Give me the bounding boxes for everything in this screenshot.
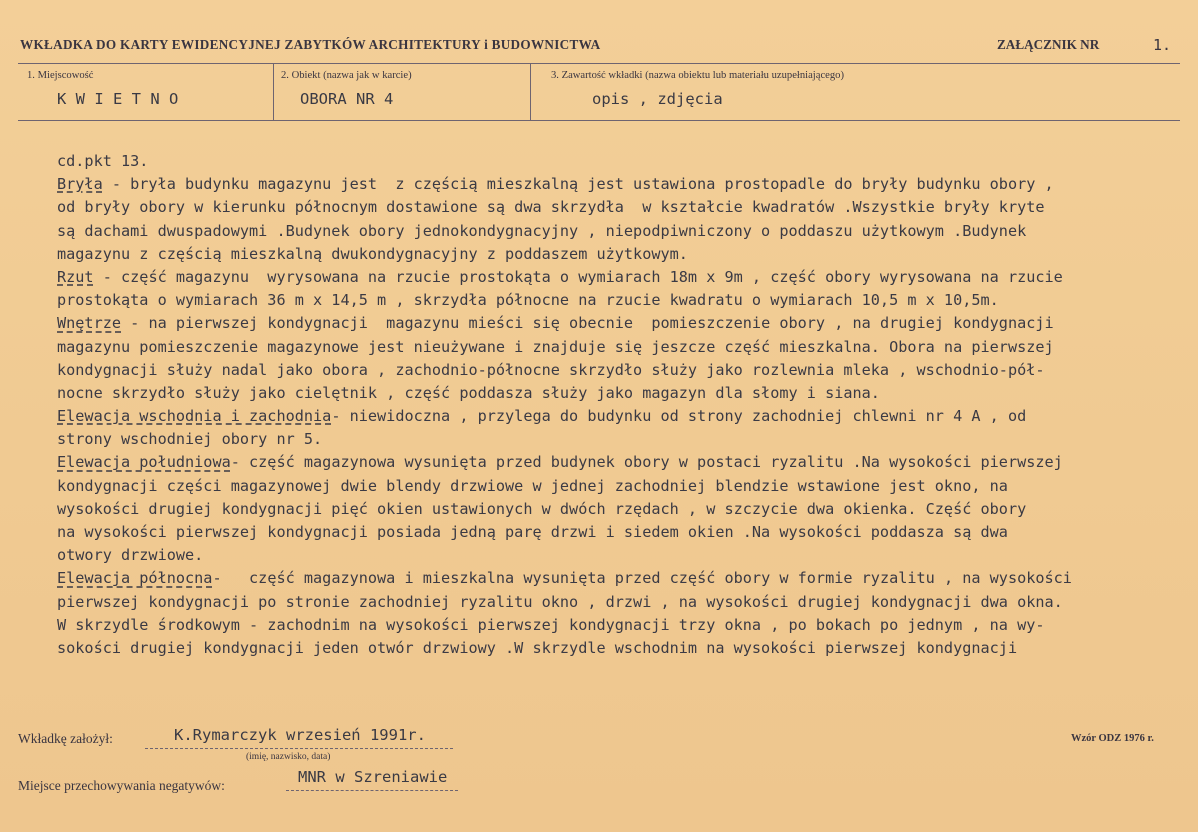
description-line <box>57 591 1177 614</box>
description-line-text: - na pierwszej kondygnacji magazynu mieści się obecnie pomieszczenie obory , na drugiej kondygnacji <box>121 314 1054 333</box>
description-line-text: strony wschodniej obory nr 5. <box>57 430 323 449</box>
field-divider-2 <box>530 63 531 121</box>
description-line <box>57 521 1177 544</box>
description-line <box>57 637 1177 660</box>
description-line-text: na wysokości pierwszej kondygnacji posiada jedną parę drzwi i siedem okien .Na wysokości poddasza są dwa <box>57 523 1008 541</box>
description-line-text: cd.pkt 13. <box>57 152 149 170</box>
description-line-text: W skrzydle środkowym - zachodnim na wysokości pierwszej kondygnacji trzy okna , po bokach po jednym , na wy- <box>57 615 1045 634</box>
description-line-text: - część magazynowa wysunięta przed budynek obory w postaci ryzalitu .Na wysokości pierwszej <box>230 453 1063 472</box>
description-line <box>57 150 1177 173</box>
description-line-text: otwory drzwiowe. <box>57 546 204 565</box>
description-line <box>57 614 1177 637</box>
description-line-text: kondygnacji części magazynowej dwie blendy drzwiowe w jednej zachodniej blendzie wstawione jest okno, na <box>57 476 1008 495</box>
field-divider-1 <box>273 63 274 121</box>
object-label: 2. Obiekt (nazwa jak w karcie) <box>281 70 412 81</box>
description-line-text: magazynu pomieszczenie magazynowe jest nieużywane i znajduje się jeszcze część mieszkalna. Obora na pierwszej <box>57 337 1054 356</box>
description-line <box>57 498 1177 521</box>
locality-label: 1. Miejscowość <box>27 70 94 81</box>
form-title: WKŁADKA DO KARTY EWIDENCYJNEJ ZABYTKÓW ARCHITEKTURY i BUDOWNICTWA <box>20 37 601 52</box>
description-line-text: - niewidoczna , przylega do budynku od strony zachodniej chlewni nr 4 A , od <box>331 407 1027 426</box>
header-rule <box>18 63 1180 64</box>
section-heading: Elewacja północna <box>57 569 213 588</box>
description-line <box>57 336 1177 359</box>
locality-value: K W I E T N O <box>57 90 179 108</box>
description-line <box>57 359 1177 382</box>
description-line <box>57 289 1177 312</box>
description-line-text: - bryła budynku magazynu jest z częścią mieszkalną jest ustawiona prostopadle do bryły budynku obory , <box>102 175 1054 194</box>
description-line <box>57 312 1177 335</box>
section-heading: Rzut <box>57 267 94 286</box>
annex-number: 1. <box>1153 36 1172 54</box>
description-line <box>57 220 1177 243</box>
description-line <box>57 567 1177 590</box>
description-line <box>57 544 1177 567</box>
founded-value: K.Rymarczyk wrzesień 1991r. <box>174 726 426 744</box>
description-line-text: wysokości drugiej kondygnacji pięć okien ustawionych w dwóch rzędach , w szczycie dwa okienka. Część obory <box>57 499 1027 518</box>
description-text <box>57 150 1177 660</box>
description-line <box>57 266 1177 289</box>
storage-value: MNR w Szreniawie <box>298 768 448 786</box>
founded-hint: (imię, nazwisko, data) <box>246 752 331 762</box>
fields-bottom-rule <box>18 120 1180 121</box>
description-line-text: prostokąta o wymiarach 36 m x 14,5 m , skrzydła północne na rzucie kwadratu o wymiarach 10,5 m x 10,5m. <box>57 291 999 310</box>
section-heading: Elewacja wschodnia i zachodnia <box>57 407 332 426</box>
section-heading: Wnętrze <box>57 314 122 333</box>
description-line <box>57 405 1177 428</box>
description-line-text: pierwszej kondygnacji po stronie zachodniej ryzalitu okno , drzwi , na wysokości drugiej kondygnacji dwa okna. <box>57 592 1063 611</box>
annex-label: ZAŁĄCZNIK NR <box>997 37 1100 52</box>
description-line-text: - część magazynu wyrysowana na rzucie prostokąta o wymiarach 18m x 9m , część obory wyrysowana na rzucie <box>93 267 1063 286</box>
description-line-text: sokości drugiej kondygnacji jeden otwór drzwiowy .W skrzydle wschodnim na wysokości pierwszej kondygnacji <box>57 638 1018 657</box>
founded-label: Wkładkę założył: <box>18 731 113 746</box>
storage-label: Miejsce przechowywania negatywów: <box>18 778 225 793</box>
pattern-label: Wzór ODZ 1976 r. <box>1071 733 1154 744</box>
description-line <box>57 173 1177 196</box>
description-line-text: kondygnacji służy nadal jako obora , zachodnio-północne skrzydło służy jako rozlewnia mleka , wschodnio-pół- <box>57 360 1045 379</box>
description-line <box>57 382 1177 405</box>
description-line-text: są dachami dwuspadowymi .Budynek obory jednokondygnacyjny , niepodpiwniczony o poddaszu użytkowym .Budynek <box>57 221 1027 240</box>
description-line <box>57 428 1177 451</box>
description-line-text: magazynu z częścią mieszkalną dwukondygnacyjny z poddaszem użytkowym. <box>57 244 688 263</box>
description-line <box>57 475 1177 498</box>
description-line <box>57 196 1177 219</box>
storage-dotline <box>286 790 458 791</box>
description-line <box>57 243 1177 266</box>
section-heading: Bryła <box>57 175 103 194</box>
description-line-text: nocne skrzydło służy jako cielętnik , część poddasza służy jako magazyn dla słomy i siana. <box>57 383 880 402</box>
description-line-text: - część magazynowa i mieszkalna wysunięta przed część obory w formie ryzalitu , na wysokości <box>212 569 1072 588</box>
description-line <box>57 451 1177 474</box>
contents-label: 3. Zawartość wkładki (nazwa obiektu lub materiału uzupełniającego) <box>551 70 844 81</box>
object-value: OBORA NR 4 <box>300 90 394 108</box>
contents-value: opis , zdjęcia <box>592 90 723 108</box>
section-heading: Elewacja południowa <box>57 453 231 472</box>
description-line-text: od bryły obory w kierunku północnym dostawione są dwa skrzydła w kształcie kwadratów .Wszystkie bryły kryte <box>57 198 1045 217</box>
founded-dotline <box>145 748 453 749</box>
